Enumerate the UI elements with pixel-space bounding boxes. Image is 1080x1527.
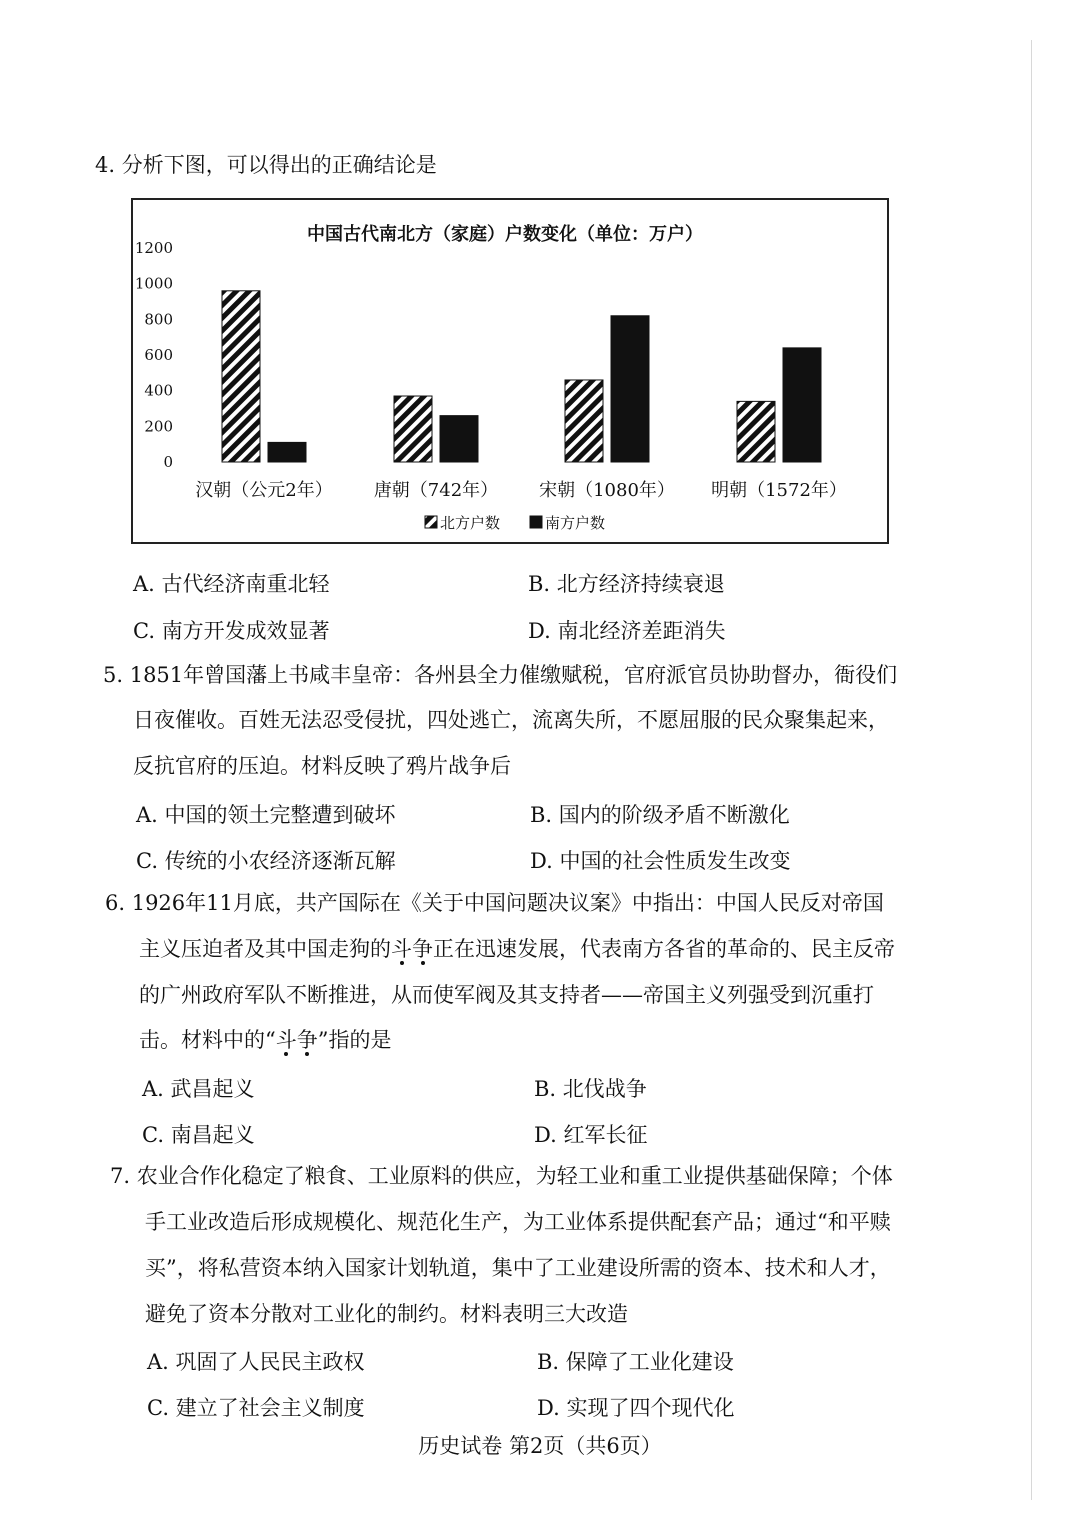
q6-option-d[interactable] xyxy=(534,1119,647,1149)
option-text: 传统的小农经济逐渐瓦解 xyxy=(164,849,396,873)
emphasis-char: 争 xyxy=(296,1028,318,1052)
y-tick-label: 400 xyxy=(144,381,173,400)
x-category-label: 明朝（1572年） xyxy=(711,480,847,501)
option-text: 建立了社会主义制度 xyxy=(175,1396,365,1420)
x-category-label: 汉朝（公元2年） xyxy=(195,480,333,501)
option-text: 武昌起义 xyxy=(170,1077,255,1101)
q6-line-3: 的广州政府军队不断推进，从而使军阀及其支持者——帝国主义列强受到沉重打 xyxy=(139,983,874,1007)
option-letter: A. xyxy=(133,572,155,596)
option-text: 南北经济差距消失 xyxy=(557,619,726,643)
option-text: 北方经济持续衰退 xyxy=(556,572,725,596)
option-letter: B. xyxy=(534,1077,557,1101)
y-tick-label: 0 xyxy=(163,453,173,471)
option-text: 实现了四个现代化 xyxy=(566,1396,735,1420)
bar-south-1 xyxy=(440,416,478,462)
legend-label-0: 北方户数 xyxy=(440,514,501,532)
option-letter: A. xyxy=(136,803,158,827)
option-text: 国内的阶级矛盾不断激化 xyxy=(558,803,790,827)
q6-line-2 xyxy=(139,926,895,972)
q6-line-4-part-b: ”指的是 xyxy=(317,1028,392,1052)
option-letter: D. xyxy=(534,1123,557,1147)
option-text: 南昌起义 xyxy=(170,1123,255,1147)
legend-label-1: 南方户数 xyxy=(545,514,606,532)
option-text: 北伐战争 xyxy=(562,1077,647,1101)
option-letter: C. xyxy=(147,1396,169,1420)
x-category-label: 宋朝（1080年） xyxy=(539,480,675,501)
y-tick-label: 1000 xyxy=(134,274,173,293)
q7-line-4: 避免了资本分散对工业化的制约。材料表明三大改造 xyxy=(145,1302,628,1326)
y-tick-label: 800 xyxy=(144,310,173,329)
q6-option-a[interactable] xyxy=(142,1073,255,1103)
q6-line-1: 6. 1926年11月底，共产国际在《关于中国问题决议案》中指出：中国人民反对帝国 xyxy=(105,891,884,915)
option-letter: A. xyxy=(147,1350,169,1374)
option-text: 红军长征 xyxy=(563,1123,648,1147)
option-text: 保障了工业化建设 xyxy=(565,1350,734,1374)
q5-line-3: 反抗官府的压迫。材料反映了鸦片战争后 xyxy=(133,754,511,778)
q5-line-1: 5. 1851年曾国藩上书咸丰皇帝：各州县全力催缴赋税，官府派官员协助督办，衙役们 xyxy=(103,663,898,687)
q5-option-d[interactable] xyxy=(530,845,790,875)
q6-line-4-part-a: 击。材料中的“ xyxy=(139,1028,276,1052)
chart-title: 中国古代南北方（家庭）户数变化（单位：万户） xyxy=(307,224,703,245)
q7-option-c[interactable] xyxy=(147,1392,365,1422)
legend-swatch-0 xyxy=(425,516,437,528)
scan-edge-line xyxy=(1031,40,1032,1500)
q6-line-2-part-a: 主义压迫者及其中国走狗的 xyxy=(139,937,391,961)
emphasis-char: 斗 xyxy=(391,937,412,961)
q7-option-b[interactable] xyxy=(537,1346,734,1376)
option-letter: D. xyxy=(537,1396,560,1420)
chart-canvas xyxy=(133,200,887,542)
option-text: 中国的领土完整遭到破坏 xyxy=(164,803,396,827)
y-tick-label: 1200 xyxy=(134,239,173,257)
q4-option-a[interactable] xyxy=(133,568,330,598)
q4-option-d[interactable] xyxy=(528,615,725,645)
q4-option-b[interactable] xyxy=(528,568,725,598)
option-text: 巩固了人民民主政权 xyxy=(175,1350,365,1374)
option-text: 南方开发成效显著 xyxy=(161,619,330,643)
option-letter: C. xyxy=(142,1123,164,1147)
household-chart xyxy=(131,198,889,544)
bar-north-2 xyxy=(565,380,603,462)
option-letter: A. xyxy=(142,1077,164,1101)
legend-swatch-1 xyxy=(530,516,542,528)
page-footer: 历史试卷 第2页（共6页） xyxy=(418,1434,662,1458)
y-tick-label: 600 xyxy=(144,346,173,364)
bar-south-0 xyxy=(268,442,306,462)
option-letter: D. xyxy=(530,849,553,873)
bar-south-2 xyxy=(611,316,649,462)
q7-option-a[interactable] xyxy=(147,1346,365,1376)
option-letter: B. xyxy=(528,572,551,596)
option-letter: D. xyxy=(528,619,551,643)
option-text: 中国的社会性质发生改变 xyxy=(559,849,791,873)
bar-south-3 xyxy=(783,348,821,462)
option-letter: B. xyxy=(537,1350,560,1374)
q5-option-b[interactable] xyxy=(530,799,790,829)
y-tick-label: 200 xyxy=(144,417,173,436)
q6-option-c[interactable] xyxy=(142,1119,255,1149)
bar-north-0 xyxy=(222,291,260,462)
emphasis-char: 争 xyxy=(412,937,433,961)
x-category-label: 唐朝（742年） xyxy=(373,480,499,501)
option-letter: C. xyxy=(136,849,158,873)
option-text: 古代经济南重北轻 xyxy=(161,572,330,596)
q4-option-c[interactable] xyxy=(133,615,330,645)
q7-line-3: 买”，将私营资本纳入国家计划轨道，集中了工业建设所需的资本、技术和人才， xyxy=(145,1256,891,1280)
q5-option-c[interactable] xyxy=(136,845,396,875)
q5-line-2: 日夜催收。百姓无法忍受侵扰，四处逃亡，流离失所，不愿屈服的民众聚集起来， xyxy=(133,708,889,732)
q7-line-1: 7. 农业合作化稳定了粮食、工业原料的供应，为轻工业和重工业提供基础保障；个体 xyxy=(110,1164,893,1188)
bar-north-1 xyxy=(394,396,432,462)
q7-line-2: 手工业改造后形成规模化、规范化生产，为工业体系提供配套产品；通过“和平赎 xyxy=(145,1210,891,1234)
option-letter: C. xyxy=(133,619,155,643)
q4-stem: 4. 分析下图，可以得出的正确结论是 xyxy=(95,153,437,177)
bar-north-3 xyxy=(737,401,775,462)
q6-option-b[interactable] xyxy=(534,1073,647,1103)
q5-option-a[interactable] xyxy=(136,799,396,829)
q7-option-d[interactable] xyxy=(537,1392,734,1422)
option-letter: B. xyxy=(530,803,553,827)
emphasis-char: 斗 xyxy=(275,1028,297,1052)
q6-line-4 xyxy=(139,1017,392,1063)
q6-line-2-part-b: 正在迅速发展，代表南方各省的革命的、民主反帝 xyxy=(433,937,895,961)
